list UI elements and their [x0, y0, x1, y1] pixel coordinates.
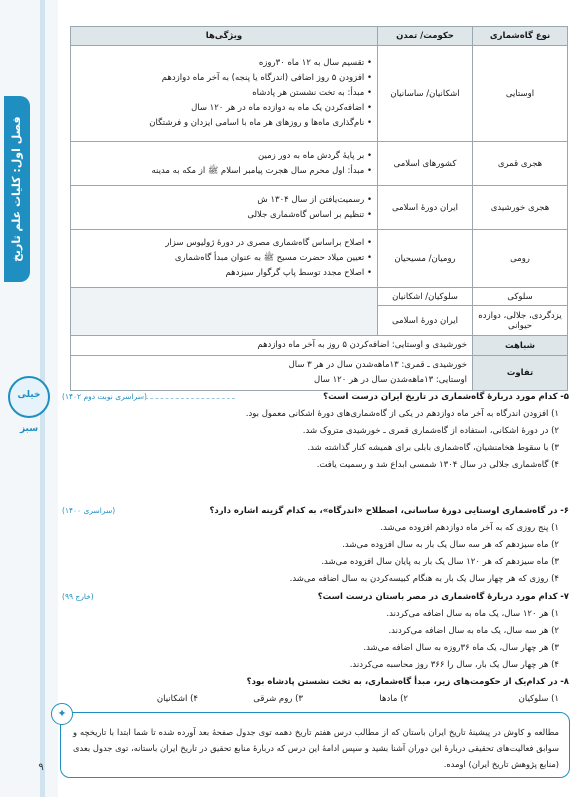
option[interactable]: ۴) اشکانیان — [156, 694, 198, 704]
table-row — [71, 142, 568, 186]
header-type: نوع گاه‌شماری — [473, 27, 568, 46]
question-source: (سراسری ۱۴۰۰) — [62, 506, 116, 515]
row-gov: ایران دورهٔ اسلامی — [378, 306, 473, 336]
feature-item: • تنظیم بر اساس گاه‌شماری جلالی — [247, 209, 372, 220]
row-gov: رومیان/ مسیحیان — [378, 230, 473, 288]
option[interactable]: ۳) هر چهار سال، یک ماه ۳۶روزه به سال اضافه می‌شد. — [363, 643, 559, 653]
row-gov: اشکانیان/ ساسانیان — [378, 46, 473, 142]
table-header-row — [71, 27, 568, 46]
option[interactable]: ۴) گاه‌شماری جلالی در سال ۱۳۰۴ شمسی ابداع شد و رسمیت یافت. — [316, 460, 559, 470]
option[interactable]: ۴) هر چهار سال یک بار، سال را ۳۶۶ روز محاسبه می‌کردند. — [349, 660, 559, 670]
row-features — [71, 230, 378, 288]
chapter-band — [4, 96, 30, 282]
side-decoration — [0, 0, 58, 797]
header-features: ویژگی‌ها — [71, 27, 378, 46]
row-gov: ایران دورهٔ اسلامی — [378, 186, 473, 230]
option[interactable]: ۳) روم شرقی — [253, 694, 303, 704]
option[interactable]: ۲) مادها — [379, 694, 408, 704]
difference-row — [71, 356, 568, 391]
header-gov: حکومت/ تمدن — [378, 27, 473, 46]
question-7 — [318, 592, 569, 602]
chapter-title: فصل اول: کلیات علم تاریخ — [10, 116, 23, 262]
feature-item: • مبدأ: اول محرم سال هجرت پیامبر اسلام ﷺ از مکه به مدینه — [151, 165, 372, 176]
question-number: ۵- — [560, 392, 569, 402]
row-features — [71, 46, 378, 142]
row-features — [71, 186, 378, 230]
feature-item: • افزودن ۵ روز اضافی (اندرگاه یا پنجه) به آخر ماه دوازدهم — [161, 73, 372, 83]
similarity-label: شباهت — [473, 336, 568, 356]
feature-item: • رسمیت‌یافتن از سال ۱۳۰۴ ش — [257, 194, 372, 205]
row-type: رومی — [473, 230, 568, 288]
table-row — [71, 46, 568, 142]
option[interactable]: ۲) در دورهٔ اشکانی، استفاده از گاه‌شماری قمری ـ خورشیدی متروک شد. — [302, 426, 559, 436]
brand-logo: خیلی سبز — [8, 376, 50, 418]
page-number: ۹ — [38, 762, 44, 773]
question-source: (خارج ۹۹) — [62, 592, 94, 601]
row-gov: کشورهای اسلامی — [378, 142, 473, 186]
question-source: (سراسری نوبت دوم ۱۴۰۲) — [62, 392, 147, 401]
option[interactable]: ۱) هر ۱۲۰ سال، یک ماه به سال اضافه می‌کردند. — [386, 609, 559, 619]
feature-item: • مبدأ: به تخت نشستن هر پادشاه — [252, 88, 372, 98]
difference-line: خورشیدی ـ قمری: ۱۳ماهه‌شدن سال در هر ۳ سال — [288, 360, 467, 370]
divider — [140, 398, 235, 399]
question-text: کدام مورد دربارهٔ گاه‌شماری در تاریخ ایران درست است؟ — [323, 392, 558, 402]
feature-item: • اصلاح مجدد توسط پاپ گرگوار سیزدهم — [225, 268, 372, 278]
info-box — [57, 707, 570, 778]
table-row — [71, 288, 568, 306]
similarity-row — [71, 336, 568, 356]
feature-item: • اضافه‌کردن یک ماه به دوازده ماه در هر ۱۲۰ سال — [191, 103, 372, 113]
option[interactable]: ۱) افزودن اندرگاه به آخر ماه دوازدهم در یکی از گاه‌شماری‌های دورهٔ اشکانی معمول بود. — [245, 409, 559, 419]
question-number: ۷- — [560, 592, 569, 602]
option[interactable]: ۳) ماه سیزدهم که هر ۱۲۰ سال یک بار به پایان سال افزوده می‌شد. — [321, 557, 559, 567]
calendar-table — [70, 26, 568, 391]
difference-line: اوستایی: ۱۳ماهه‌شدن سال در هر ۱۲۰ سال — [314, 375, 467, 385]
option[interactable]: ۲) هر سه سال، یک ماه به سال اضافه می‌کردند. — [388, 626, 559, 636]
feature-item: • اصلاح براساس گاه‌شماری مصری در دورهٔ ژولیوس سزار — [165, 238, 372, 248]
row-gov: سلوکیان/ اشکانیان — [378, 288, 473, 306]
lightbulb-icon: ✦ — [51, 703, 73, 725]
question-8 — [247, 677, 569, 687]
question-6 — [209, 506, 569, 516]
option[interactable]: ۳) با سقوط هخامنشیان، گاه‌شماری بابلی برای همیشه کنار گذاشته شد. — [307, 443, 559, 453]
feature-item: • تقسیم سال به ۱۲ ماه ۳۰روزه — [258, 58, 372, 68]
feature-item: • نام‌گذاری ماه‌ها و روزهای هر ماه با اسامی ایزدان و فرشتگان — [149, 118, 372, 128]
option[interactable]: ۱) پنج روزی که به آخر ماه دوازدهم افزوده می‌شد. — [380, 523, 559, 533]
feature-item: • تعیین میلاد حضرت مسیح ﷺ به عنوان مبدأ گاه‌شماری — [174, 253, 372, 263]
row-type: یزدگردی، جلالی، دوازده حیوانی — [473, 306, 568, 336]
table-row — [71, 186, 568, 230]
row-features-empty — [71, 288, 378, 336]
question-5 — [323, 392, 569, 402]
similarity-text: خورشیدی و اوستایی: اضافه‌کردن ۵ روز به آخر ماه دوازدهم — [71, 336, 473, 356]
difference-label: تفاوت — [473, 356, 568, 391]
option[interactable]: ۲) ماه سیزدهم که هر سه سال یک بار به سال افزوده می‌شد. — [342, 540, 559, 550]
row-type: سلوکی — [473, 288, 568, 306]
question-number: ۶- — [560, 506, 569, 516]
question-text: کدام مورد دربارهٔ گاه‌شماری در مصر باستان درست است؟ — [317, 592, 558, 602]
question-number: ۸- — [560, 677, 569, 687]
row-type: اوستایی — [473, 46, 568, 142]
row-type: هجری قمری — [473, 142, 568, 186]
table-row — [71, 230, 568, 288]
row-features — [71, 142, 378, 186]
option[interactable]: ۱) سلوکیان — [518, 694, 559, 704]
row-type: هجری خورشیدی — [473, 186, 568, 230]
info-text: مطالعه و کاوش در پیشینهٔ تاریخ ایران باستان که از مطالب درس هفتم تاریخ دهمه توی جدول صفحهٔ بعد آورده شده تا شما ابتدا با تاریخچه و سوابق فعالیت‌های تحقیقی دربارهٔ این دوران آشنا بشید و سپس ادامهٔ این درس که دربارهٔ منابع تحقیق در تاریخ ایران باستانه، توی جدول بعدی (منابع پژوهش تاریخ ایران) اومده. — [73, 727, 559, 769]
question-text: در گاه‌شماری اوستایی دورهٔ ساسانی، اصطلاح «اندرگاه»، به کدام گزینه اشاره دارد؟ — [209, 506, 558, 516]
feature-item: • بر پایهٔ گردش ماه به دور زمین — [258, 150, 372, 161]
option[interactable]: ۴) روزی که هر چهار سال یک بار به هنگام کبیسه‌کردن به سال اضافه می‌شد. — [289, 574, 559, 584]
difference-text — [71, 356, 473, 391]
question-text: در کدام‌یک از حکومت‌های زیر، مبدأ گاه‌شماری، به تخت نشستن پادشاه بود؟ — [246, 677, 558, 687]
